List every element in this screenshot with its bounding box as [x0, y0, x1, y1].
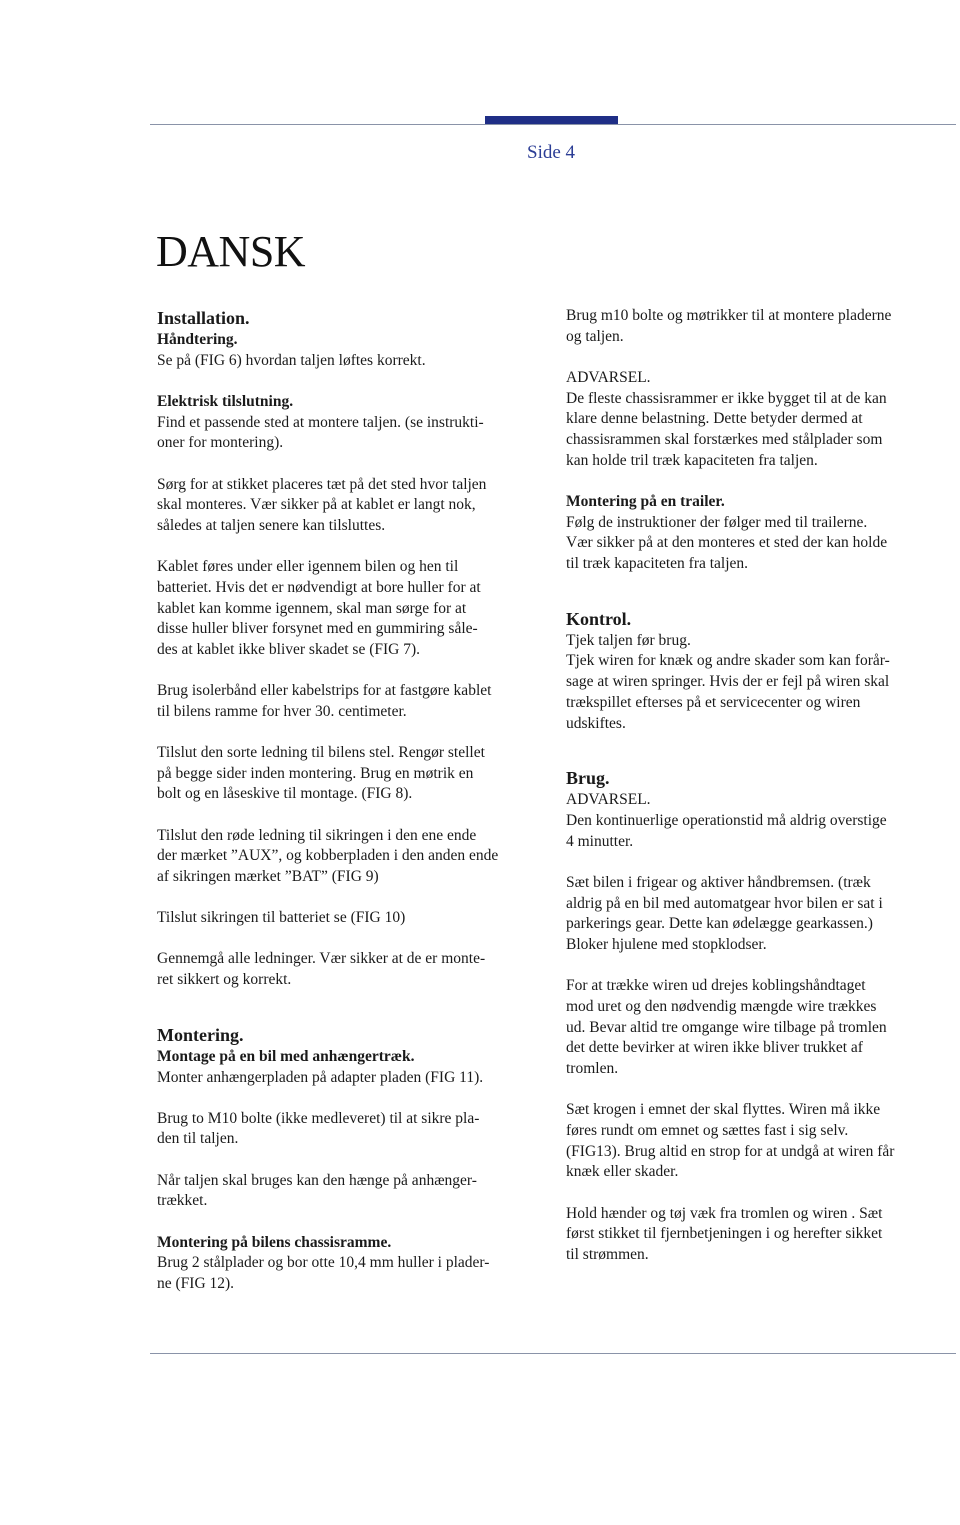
right-column — [566, 306, 958, 1266]
text-line: bolt og en låseskive til montage. (FIG 8). — [157, 785, 413, 803]
trailer-paragraph — [566, 513, 958, 575]
text-line: Hold hænder og tøj væk fra tromlen og wiren . Sæt — [566, 1204, 883, 1222]
text-line: Gennemgå alle ledninger. Vær sikker at de er monte- — [157, 950, 486, 968]
text-line: først stikket til fjernbetjeningen i og herefter sikket — [566, 1225, 883, 1243]
tape-paragraph — [157, 681, 549, 722]
black-wire-paragraph — [157, 743, 549, 805]
text-line: til strømmen. — [566, 1245, 649, 1263]
text-line: ret sikkert og korrekt. — [157, 971, 292, 989]
text-line: chassisrammen skal forstærkes med stålplader som — [566, 431, 883, 449]
chassis-paragraph — [157, 1253, 549, 1294]
fuse-paragraph: Tilslut sikringen til batteriet se (FIG 10) — [157, 909, 406, 927]
text-line: Den kontinuerlige operationstid må aldrig overstige — [566, 811, 887, 829]
pull-wire-paragraph — [566, 976, 958, 1080]
text-line: der mærket ”AUX”, og kobberpladen i den anden ende — [157, 847, 499, 865]
text-line: batteriet. Hvis det er nødvendigt at bore huller for at — [157, 578, 481, 596]
text-line: den til taljen. — [157, 1130, 239, 1148]
text-line: udskiftes. — [566, 714, 626, 732]
text-line: parkerings gear. Dette kan ødelægge gearkassen.) — [566, 915, 873, 933]
text-line: Bloker hjulene med stopklodser. — [566, 935, 767, 953]
text-line: klare denne belastning. Dette betyder dermed at — [566, 410, 863, 428]
text-line: For at trække wiren ud drejes koblingshåndtaget — [566, 977, 866, 995]
electric-paragraph — [157, 413, 549, 454]
text-line: sage at wiren springer. Hvis der er fejl på wiren skal — [566, 673, 890, 691]
text-line: kan holde tril træk kapaciteten fra taljen. — [566, 451, 818, 469]
text-line: af sikringen mærket ”BAT” (FIG 9) — [157, 868, 379, 886]
park-paragraph — [566, 873, 958, 956]
text-line: 4 minutter. — [566, 832, 634, 850]
text-line: aldrig på en bil med automatgear hvor bilen er sat i — [566, 894, 883, 912]
text-line: til træk kapaciteten fra taljen. — [566, 555, 749, 573]
installation-heading: Installation. — [157, 308, 250, 328]
text-line: ne (FIG 12). — [157, 1275, 235, 1292]
warning-label-2: ADVARSEL. — [566, 791, 651, 809]
mounting-heading: Montering. — [157, 1024, 244, 1045]
text-line: (FIG13). Brug altid en strop for at undgå at wiren får — [566, 1142, 895, 1160]
use-paragraph — [157, 1171, 549, 1212]
text-line: Brug 2 stålplader og bor otte 10,4 mm huller i plader- — [157, 1254, 490, 1272]
text-line: føres rundt om emnet og sættes fast i sig selv. — [566, 1121, 849, 1139]
review-paragraph — [157, 949, 549, 990]
hands-paragraph — [566, 1204, 958, 1266]
text-line: des at kablet ikke bliver skadet se (FIG 7). — [157, 640, 420, 658]
control-heading: Kontrol. — [566, 608, 632, 629]
text-line: Sørg for at stikket placeres tæt på det sted hvor taljen — [157, 475, 487, 493]
warning-paragraph — [566, 389, 958, 472]
text-line: mod uret og den nødvendig mængde wire trækkes — [566, 997, 877, 1015]
text-line: ud. Bevar altid tre omgange wire tilbage på tromlen — [566, 1018, 887, 1036]
text-line: Tilslut den røde ledning til sikringen i den ene ende — [157, 826, 477, 844]
text-line: Tjek wiren for knæk og andre skader som kan forår- — [566, 652, 890, 670]
text-line: Når taljen skal bruges kan den hænge på anhænger- — [157, 1171, 477, 1189]
left-column — [157, 306, 549, 1295]
text-line: Sæt krogen i emnet der skal flyttes. Wiren må ikke — [566, 1101, 881, 1119]
text-line: oner for montering). — [157, 434, 284, 452]
operation-time-paragraph — [566, 811, 958, 852]
footer-rule — [150, 1353, 956, 1354]
language-heading: DANSK — [156, 227, 306, 276]
text-line: og taljen. — [566, 327, 624, 345]
chassis-heading: Montering på bilens chassisramme. — [157, 1233, 392, 1251]
electric-heading: Elektrisk tilslutning. — [157, 392, 294, 410]
text-line: Find et passende sted at montere taljen. (se instrukti- — [157, 413, 484, 431]
text-line: til bilens ramme for hver 30. centimeter. — [157, 702, 407, 720]
handling-text: Se på (FIG 6) hvordan taljen løftes korrekt. — [157, 351, 426, 369]
use-heading: Brug. — [566, 768, 610, 789]
text-line: disse huller bliver forsynet med en gummiring såle- — [157, 620, 478, 638]
text-line: Brug m10 bolte og møtrikker til at montere pladerne — [566, 307, 892, 324]
warning-label: ADVARSEL. — [566, 368, 651, 386]
text-line: trækket. — [157, 1192, 208, 1210]
text-line: tromlen. — [566, 1059, 619, 1077]
control-paragraph — [566, 631, 958, 735]
text-line: Sæt bilen i frigear og aktiver håndbremsen. (træk — [566, 873, 871, 891]
header-rule — [150, 124, 956, 125]
m10-paragraph — [566, 306, 958, 347]
text-line: De fleste chassisrammer er ikke bygget til at de kan — [566, 389, 887, 407]
text-line: skal monteres. Vær sikker på at kablet er langt nok, — [157, 496, 476, 514]
text-line: på begge sider inden montering. Brug en møtrik en — [157, 764, 474, 782]
hitch-heading: Montage på en bil med anhængertræk. — [157, 1047, 415, 1065]
text-line: trækspillet efterses på et servicecenter og wiren — [566, 693, 861, 711]
plug-paragraph — [157, 475, 549, 537]
text-line: Vær sikker på at den monteres et sted der kan holde — [566, 534, 888, 552]
text-line: således at taljen senere kan tilsluttes. — [157, 516, 386, 534]
text-line: det dette bevirker at wiren ikke bliver trukket af — [566, 1039, 863, 1057]
text-line: Brug isolerbånd eller kabelstrips for at fastgøre kablet — [157, 682, 492, 700]
text-line: kablet kan komme igennem, skal man sørge for at — [157, 599, 467, 617]
handling-heading: Håndtering. — [157, 331, 238, 348]
red-wire-paragraph — [157, 826, 549, 888]
text-line: Brug to M10 bolte (ikke medleveret) til at sikre pla- — [157, 1109, 480, 1127]
text-line: Tilslut den sorte ledning til bilens stel. Rengør stellet — [157, 744, 485, 762]
text-line: Følg de instruktioner der følger med til trailerne. — [566, 513, 868, 531]
page-number: Side 4 — [527, 142, 576, 163]
hook-paragraph — [566, 1100, 958, 1183]
trailer-heading: Montering på en trailer. — [566, 492, 725, 510]
bolts-paragraph — [157, 1109, 549, 1150]
text-line: Tjek taljen før brug. — [566, 631, 691, 649]
hitch-text: Monter anhængerpladen på adapter pladen (FIG 11). — [157, 1068, 484, 1086]
text-line: knæk eller skader. — [566, 1163, 679, 1181]
cable-paragraph — [157, 557, 549, 661]
text-line: Kablet føres under eller igennem bilen og hen til — [157, 558, 459, 576]
